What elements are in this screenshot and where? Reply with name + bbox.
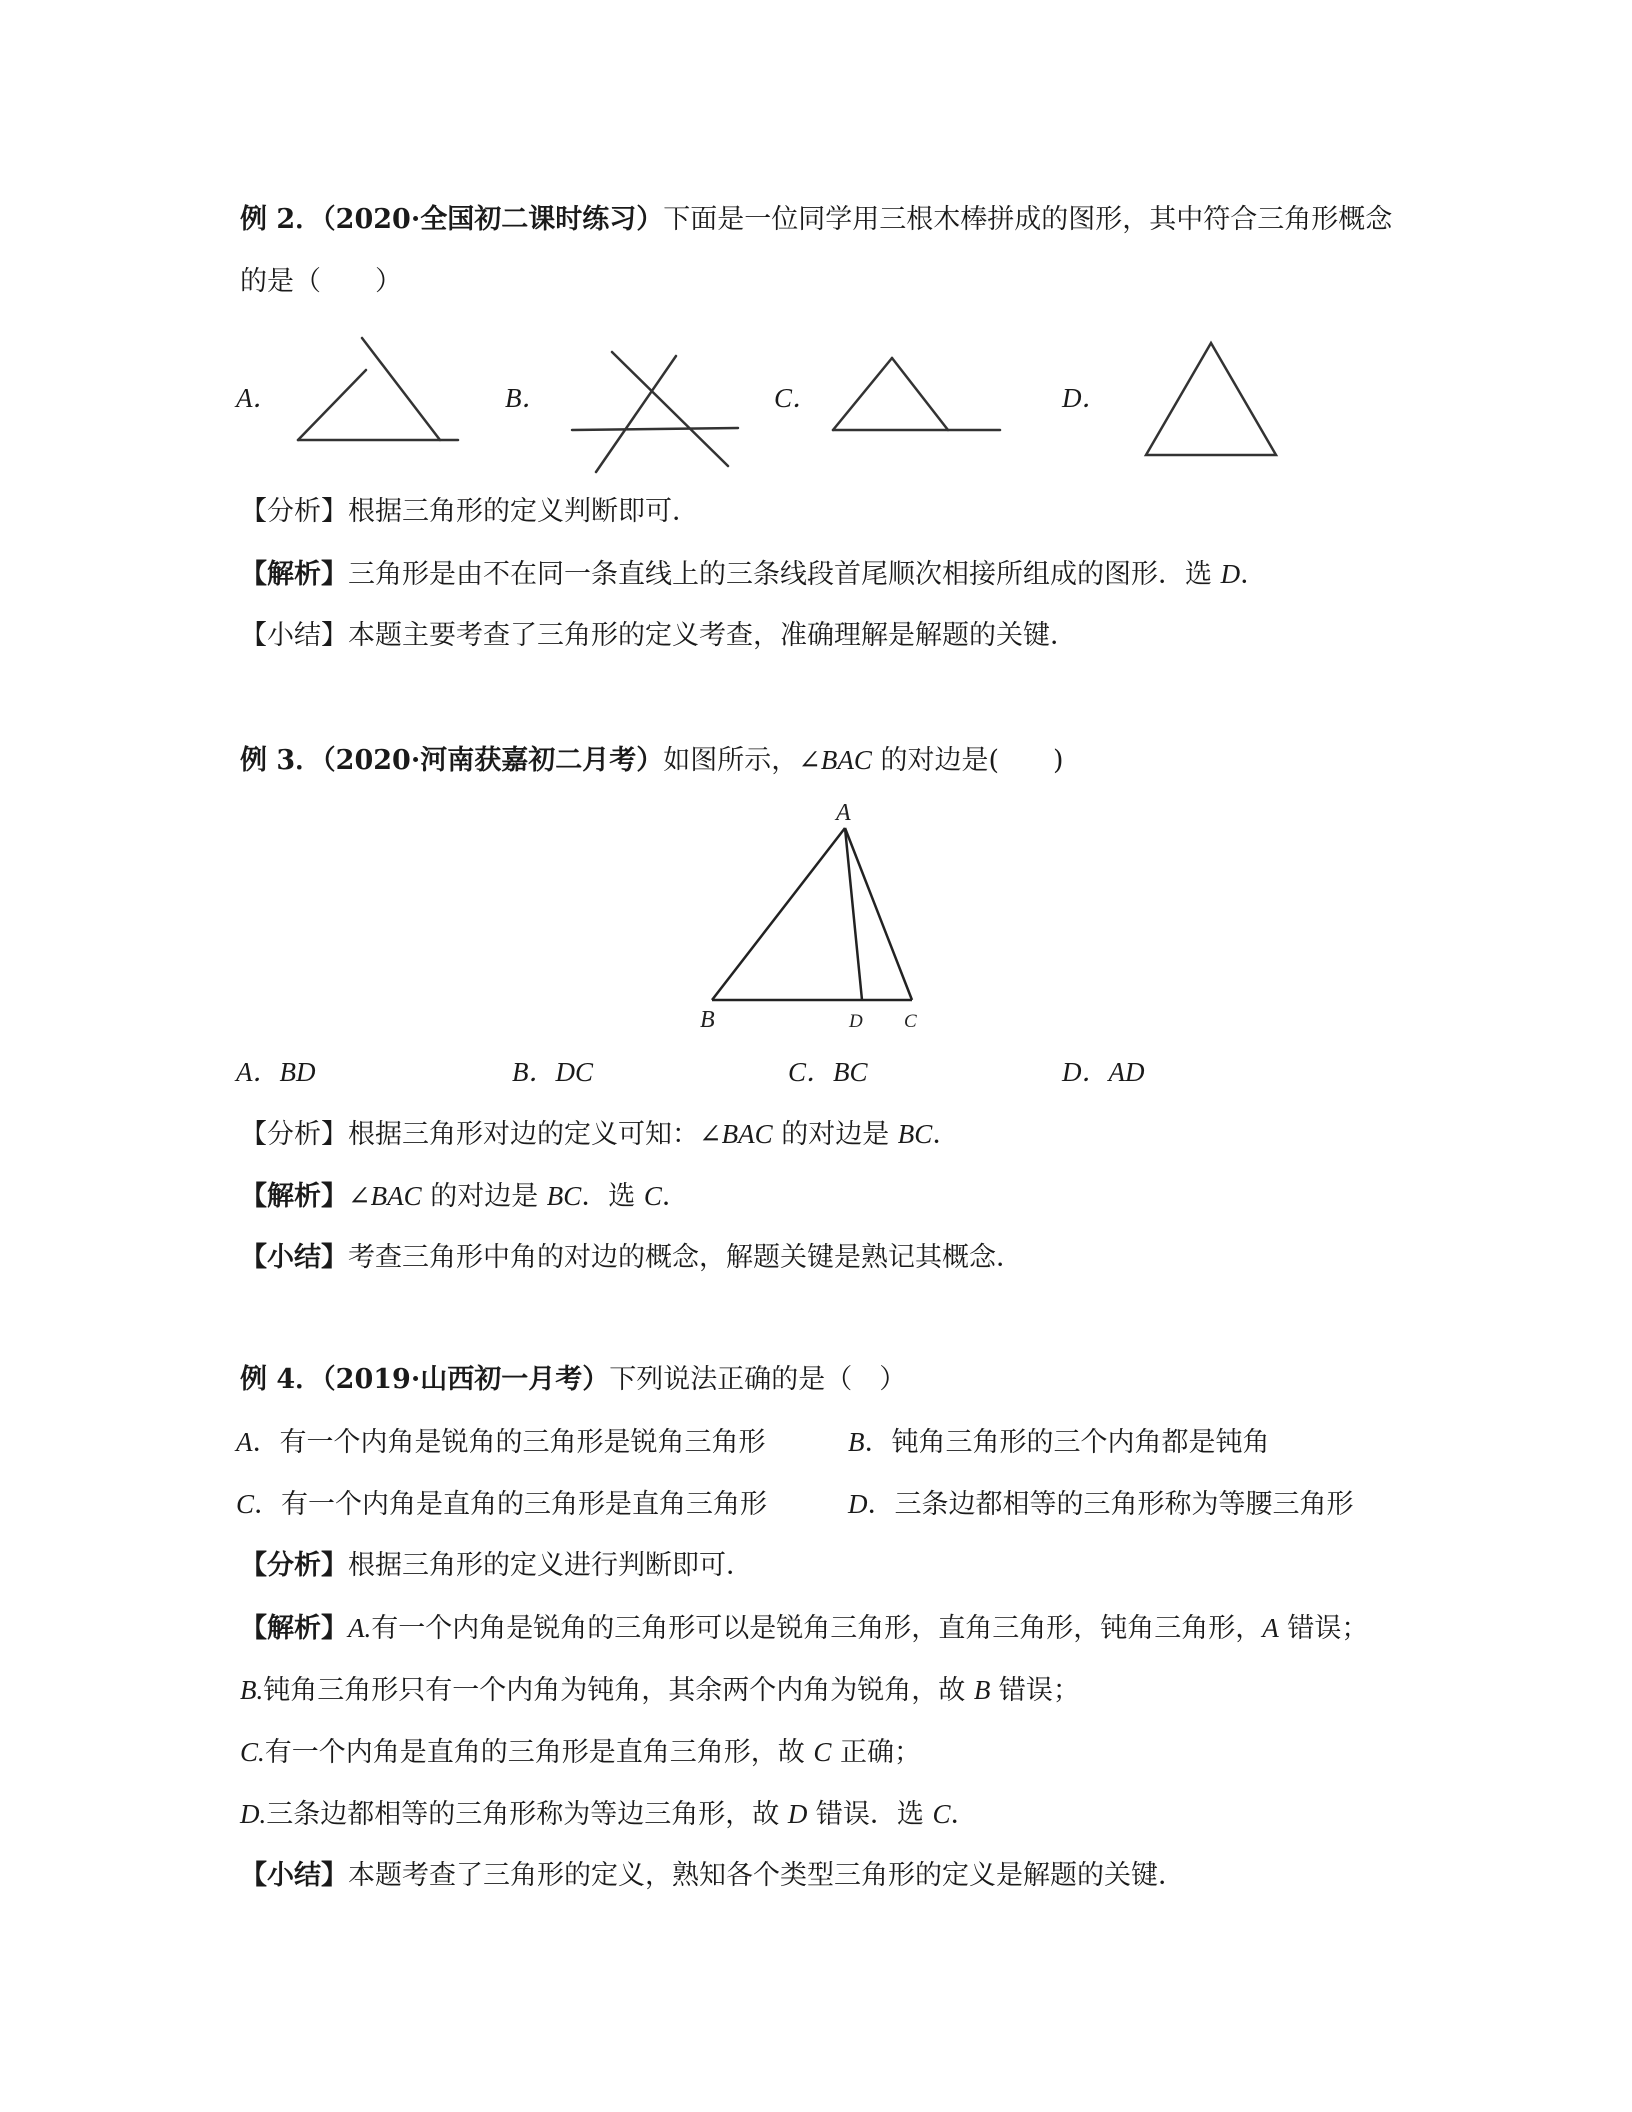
label-d: D xyxy=(849,1011,863,1032)
ex3-stem-angle: ∠BAC xyxy=(798,745,872,775)
sol-label: D. xyxy=(240,1799,267,1829)
option-label: B xyxy=(848,1427,865,1457)
ex3-solution-answer: BC xyxy=(546,1181,582,1211)
option-label: D． xyxy=(1062,1057,1109,1087)
sol-label: B xyxy=(973,1675,991,1705)
ex3-analysis-end: ． xyxy=(932,1119,960,1150)
option-label: C． xyxy=(788,1057,834,1087)
ex4-summary xyxy=(240,1856,1400,1896)
sol-label: A xyxy=(1262,1613,1279,1643)
ex2-figure-c xyxy=(833,358,1000,430)
label-c: C xyxy=(904,1011,917,1032)
solution-tag: 【解析】 xyxy=(240,1181,348,1212)
sol-label: B. xyxy=(240,1675,264,1705)
option-label: C xyxy=(236,1489,255,1519)
option-value: BD xyxy=(279,1057,316,1087)
ex3-stem-pre: 如图所示， xyxy=(663,745,799,776)
ex2-option-a-label: A． xyxy=(236,383,280,413)
solution-tag: 【解析】 xyxy=(240,1613,348,1644)
ex2-solution xyxy=(240,554,1400,595)
ex3-analysis-mid: 的对边是 xyxy=(772,1119,898,1150)
ex2-figure-a xyxy=(298,338,458,440)
summary-tag: 【小结】 xyxy=(240,1242,348,1273)
ex4-solution-1 xyxy=(240,1608,1400,1649)
ex3-analysis-angle: ∠BAC xyxy=(699,1119,773,1149)
ex3-title: 例 3．（2020·河南获嘉初二月考） xyxy=(240,745,664,776)
option-value: AD xyxy=(1108,1057,1145,1087)
sol-choice: C xyxy=(932,1799,951,1829)
ex2-analysis-text: 根据三角形的定义判断即可． xyxy=(348,496,699,527)
ex2-option-d-label: D． xyxy=(1062,383,1109,413)
ex3-option-b xyxy=(512,1052,593,1093)
ex4-stem-text: 下列说法正确的是（ ） xyxy=(609,1364,907,1395)
option-value: BC xyxy=(833,1057,868,1087)
label-a: A xyxy=(836,800,851,826)
ex2-solution-end: ． xyxy=(1240,559,1268,590)
sol-label: A. xyxy=(348,1613,372,1643)
ex3-solution xyxy=(240,1176,1400,1217)
ex4-stem xyxy=(240,1360,1400,1400)
summary-tag: 【小结】 xyxy=(240,620,348,651)
option-value: DC xyxy=(555,1057,594,1087)
sol-text: 有一个内角是直角的三角形是直角三角形，故 xyxy=(264,1737,814,1768)
ex4-analysis-text: 根据三角形的定义进行判断即可． xyxy=(348,1550,753,1581)
option-label: A． xyxy=(236,1057,280,1087)
segment-ad xyxy=(845,828,862,1000)
ex3-stem-post: 的对边是( ) xyxy=(871,745,1064,776)
ex3-option-d xyxy=(1062,1052,1145,1093)
ex3-triangle-figure xyxy=(680,795,980,1035)
ex3-stem xyxy=(240,740,1400,781)
ex4-option-b xyxy=(848,1422,1270,1463)
ex2-summary-text: 本题主要考查了三角形的定义考查，准确理解是解题的关键． xyxy=(348,620,1077,651)
ex2-stem-1: 下面是一位同学用三根木棒拼成的图形，其中符合三角形概念 xyxy=(663,204,1393,235)
option-label: D xyxy=(848,1489,868,1519)
ex4-title: 例 4．（2019·山西初一月考） xyxy=(240,1364,610,1395)
sol-text: 钝角三角形只有一个内角为钝角，其余两个内角为锐角，故 xyxy=(263,1675,974,1706)
ex2-solution-answer: D xyxy=(1220,559,1241,589)
ex2-figure-d xyxy=(1146,343,1276,455)
option-text: ．有一个内角是直角的三角形是直角三角形 xyxy=(254,1489,768,1520)
ex2-option-c-label: C． xyxy=(774,383,820,413)
ex4-solution-3 xyxy=(240,1732,1400,1773)
option-text: ．三条边都相等的三角形称为等腰三角形 xyxy=(867,1489,1354,1520)
sol-text: 有一个内角是锐角的三角形可以是锐角三角形，直角三角形，钝角三角形， xyxy=(371,1613,1263,1644)
ex2-stem-2: 的是（ ） xyxy=(240,266,402,297)
ex2-title: 例 2．（2020·全国初二课时练习） xyxy=(240,204,664,235)
ex3-option-c xyxy=(788,1052,868,1093)
ex2-option-b-label: B． xyxy=(505,383,549,413)
ex4-solution-4 xyxy=(240,1794,1400,1835)
ex2-solution-text: 三角形是由不在同一条直线上的三条线段首尾顺次相接所组成的图形．选 xyxy=(348,559,1221,590)
summary-tag: 【小结】 xyxy=(240,1860,348,1891)
sol-end: 错误； xyxy=(1278,1613,1369,1644)
ex4-option-a xyxy=(236,1422,766,1463)
option-label: A xyxy=(236,1427,253,1457)
solution-tag: 【解析】 xyxy=(240,559,348,590)
sol-end: ． xyxy=(950,1799,978,1830)
ex3-summary-text: 考查三角形中角的对边的概念，解题关键是熟记其概念． xyxy=(348,1242,1023,1273)
ex3-solution-mid: 的对边是 xyxy=(421,1181,547,1212)
ex2-option-figures xyxy=(0,0,1632,500)
ex2-figure-b xyxy=(572,352,738,472)
option-text: ．有一个内角是锐角的三角形是锐角三角形 xyxy=(252,1427,766,1458)
sol-text: 三条边都相等的三角形称为等边三角形，故 xyxy=(266,1799,788,1830)
ex4-analysis xyxy=(240,1546,1400,1586)
analysis-tag: 【分析】 xyxy=(240,1550,348,1581)
ex3-solution-angle: ∠BAC xyxy=(348,1181,422,1211)
sol-mid: 错误．选 xyxy=(807,1799,933,1830)
sol-label: C. xyxy=(240,1737,265,1767)
ex3-analysis-pre: 根据三角形对边的定义可知： xyxy=(348,1119,699,1150)
analysis-tag: 【分析】 xyxy=(240,496,348,527)
ex3-solution-end: ． xyxy=(661,1181,689,1212)
ex3-solution-choice: C xyxy=(643,1181,662,1211)
ex4-option-c xyxy=(236,1484,767,1525)
sol-end: 错误； xyxy=(990,1675,1080,1706)
sol-label: D xyxy=(787,1799,808,1829)
ex3-option-a xyxy=(236,1052,316,1093)
ex4-solution-2 xyxy=(240,1670,1400,1711)
option-label: B． xyxy=(512,1057,556,1087)
sol-end: 正确； xyxy=(831,1737,921,1768)
ex3-summary xyxy=(240,1238,1400,1278)
ex2-summary xyxy=(240,616,1400,656)
ex3-analysis-answer: BC xyxy=(897,1119,933,1149)
sol-label: C xyxy=(813,1737,832,1767)
side-ab xyxy=(712,828,845,1000)
side-ac xyxy=(845,828,912,1000)
ex3-analysis xyxy=(240,1114,1400,1155)
analysis-tag: 【分析】 xyxy=(240,1119,348,1150)
option-text: ．钝角三角形的三个内角都是钝角 xyxy=(864,1427,1270,1458)
ex3-solution-mid2: ．选 xyxy=(581,1181,644,1212)
ex2-analysis xyxy=(240,492,1400,532)
label-b: B xyxy=(700,1007,715,1033)
ex4-option-d xyxy=(848,1484,1354,1525)
ex4-summary-text: 本题考查了三角形的定义，熟知各个类型三角形的定义是解题的关键． xyxy=(348,1860,1185,1891)
